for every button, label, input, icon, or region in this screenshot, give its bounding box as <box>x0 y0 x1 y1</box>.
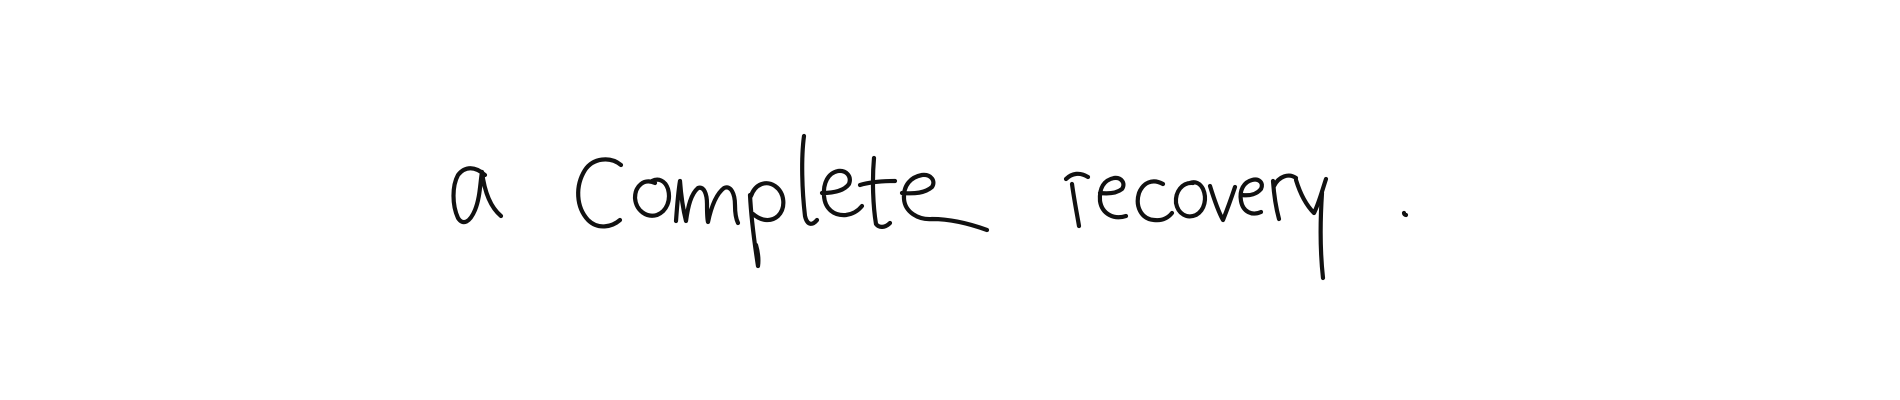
word-complete <box>578 136 987 266</box>
word-recovery <box>1066 174 1406 278</box>
handwriting-ink <box>454 136 1407 278</box>
word-a <box>454 168 502 222</box>
